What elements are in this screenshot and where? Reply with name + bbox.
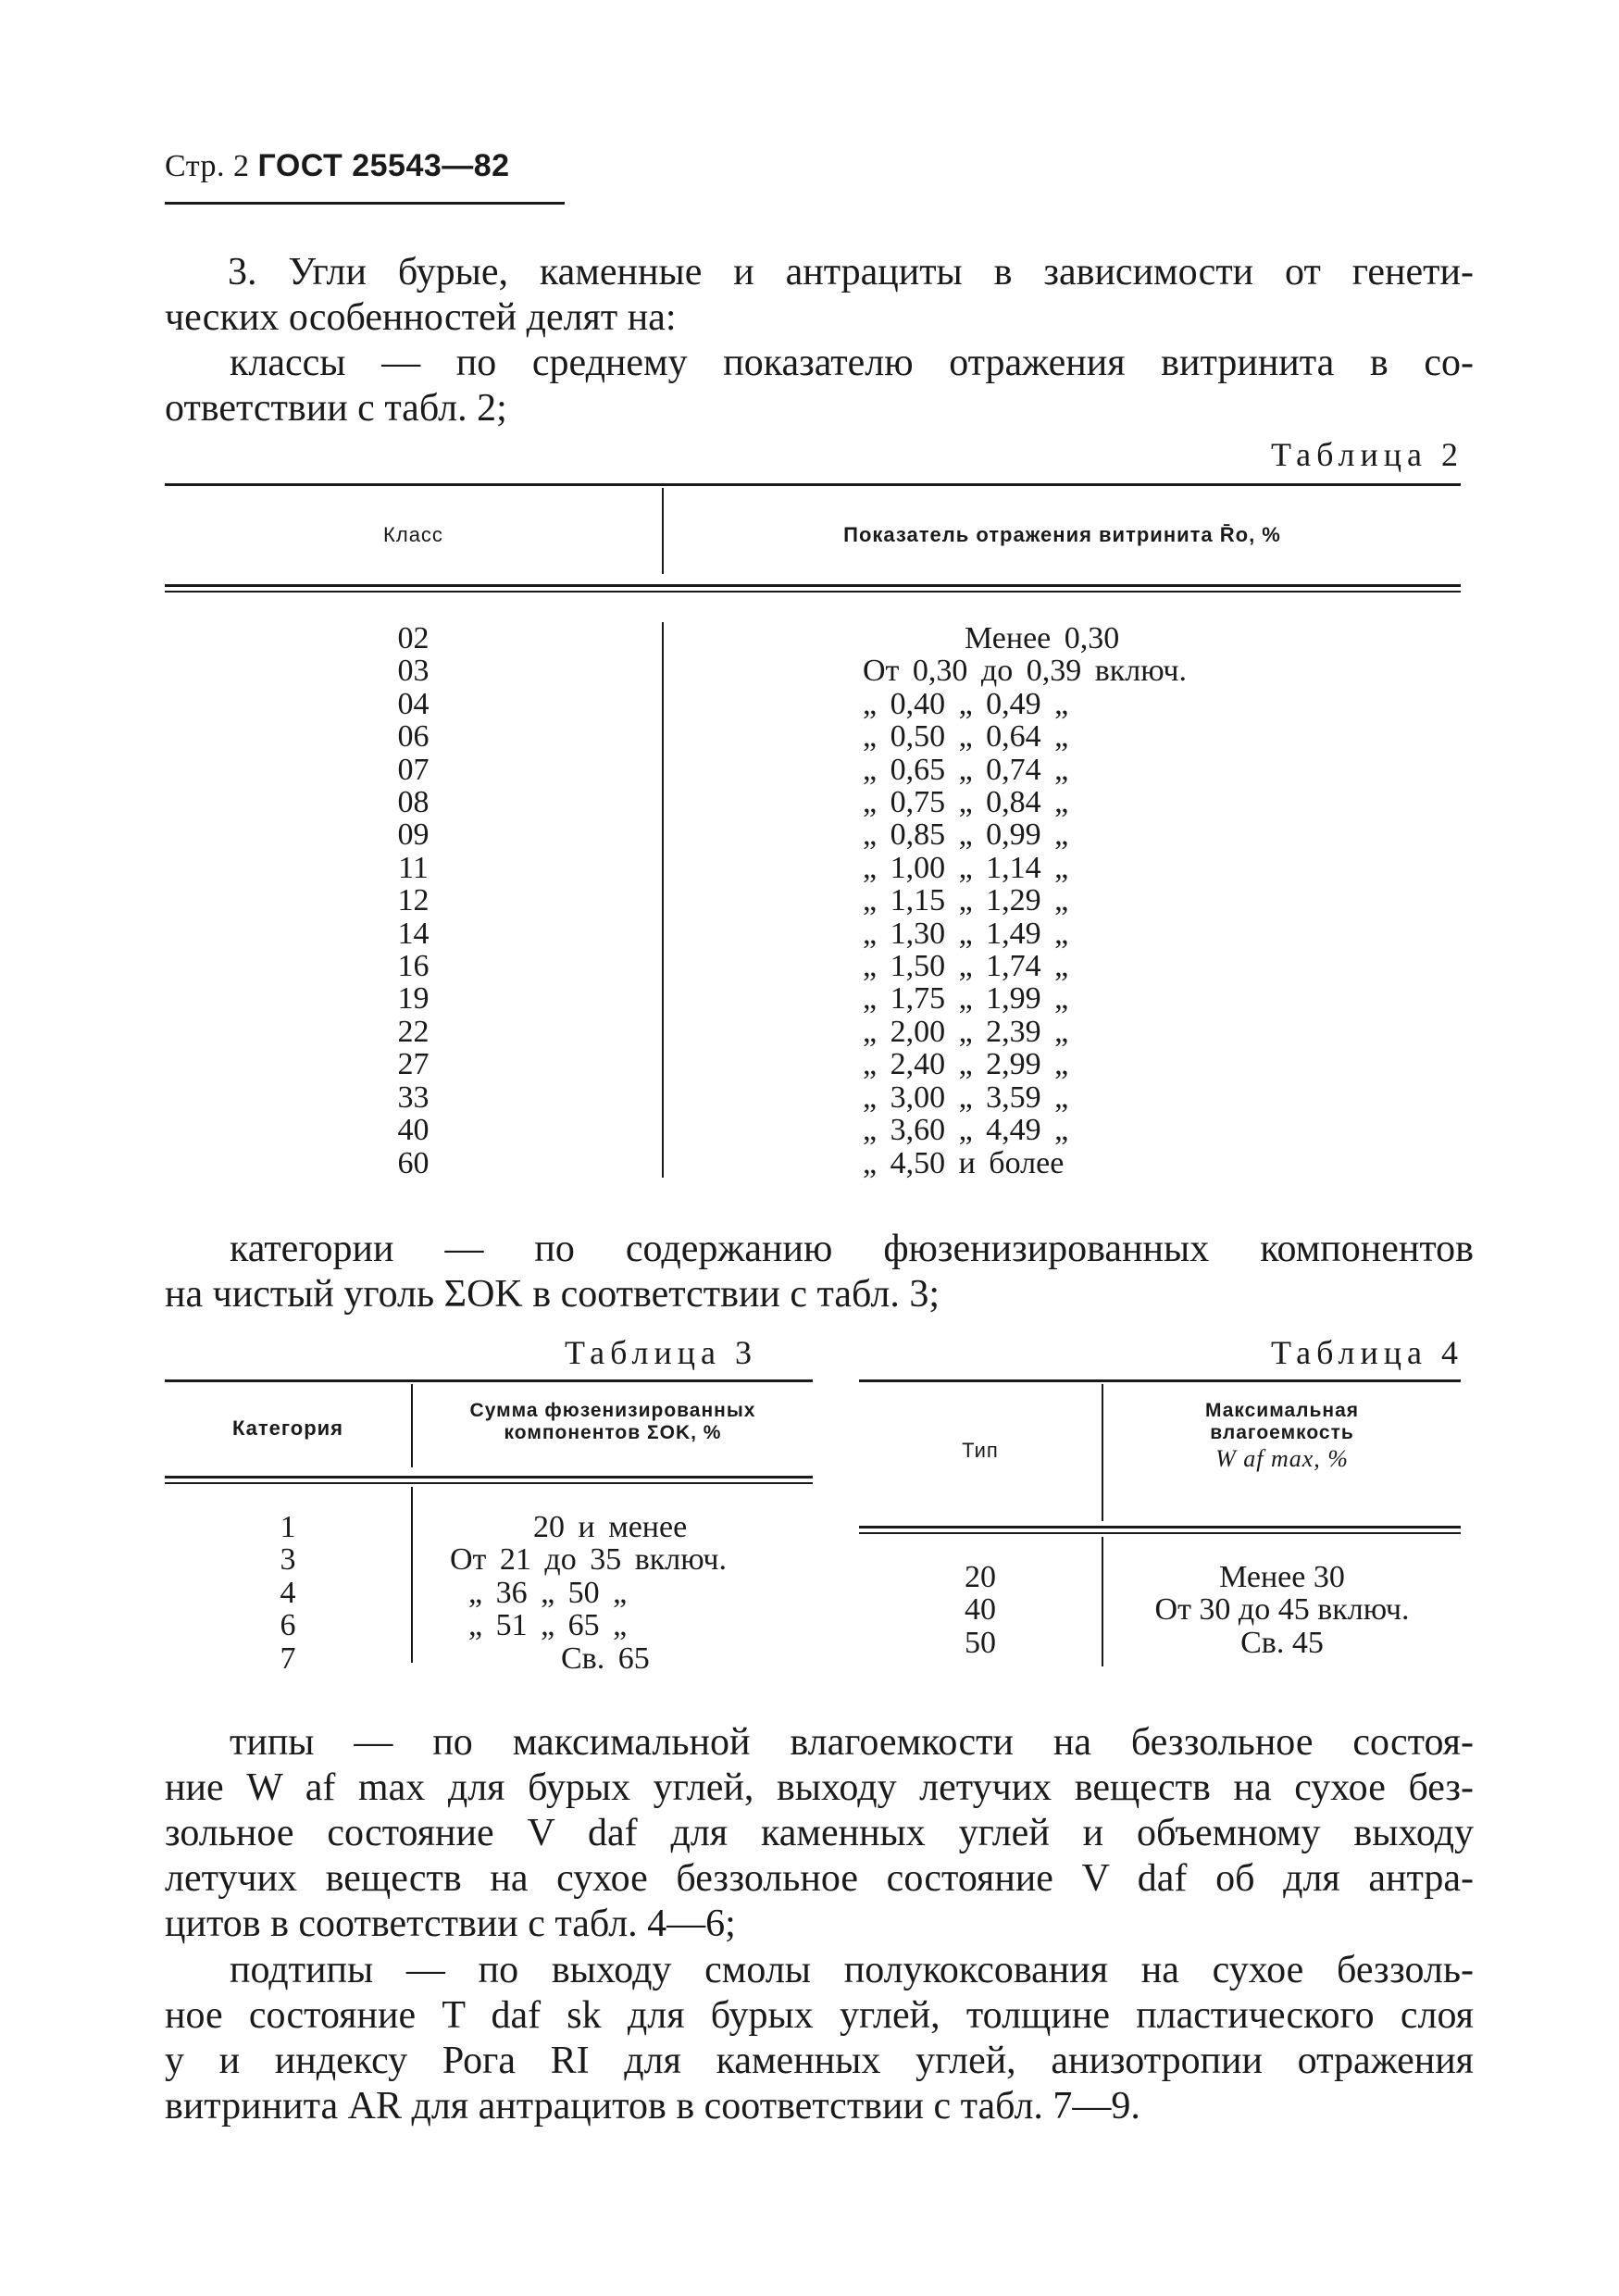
table2-class-cell: 11 bbox=[398, 850, 429, 885]
table4-value-cell: Менее 30 bbox=[1219, 1560, 1345, 1594]
table2-range-cell: „ 1,15 „ 1,29 „ bbox=[863, 883, 1069, 918]
types-line: типы — по максимальной влагоемкости на беззольное состоя- bbox=[230, 1721, 1474, 1764]
table3-category-column bbox=[165, 1511, 411, 1675]
subtypes-line: y и индексу Рога RI для каменных углей, анизотропии отражения bbox=[165, 2040, 1474, 2082]
header-rule bbox=[165, 202, 565, 205]
table2-col-class-header: Класс bbox=[383, 523, 443, 546]
table4-type-cell: 20 bbox=[965, 1560, 996, 1594]
table2-range-cell: „ 3,60 „ 4,49 „ bbox=[863, 1113, 1069, 1148]
table3-header-rule-a bbox=[165, 1476, 813, 1479]
table2-header-rule-b bbox=[165, 591, 1461, 593]
table2-class-cell: 09 bbox=[397, 817, 430, 853]
table4-header-rule-b bbox=[859, 1532, 1461, 1534]
table2-class-cell: 04 bbox=[397, 686, 430, 721]
table3-value-cell: 20 и менее bbox=[533, 1510, 688, 1544]
table4-type-column bbox=[859, 1561, 1102, 1659]
table2-range-column bbox=[863, 622, 1418, 1179]
table4-type-cell: 50 bbox=[965, 1625, 996, 1660]
subtypes-paragraph bbox=[165, 1948, 1474, 2129]
table3-top-rule bbox=[165, 1379, 813, 1382]
table2-col-range-header: Показатель отражения витринита R̄o, % bbox=[843, 523, 1281, 546]
table3-col-sum-header-line1: Сумма фюзенизированных bbox=[469, 1400, 756, 1421]
table4-col-capacity-header-line2: влагоемкость bbox=[1210, 1422, 1354, 1443]
categories-paragraph bbox=[165, 1227, 1474, 1317]
table2-range-cell: „ 1,30 „ 1,49 „ bbox=[863, 916, 1069, 951]
types-line: цитов в соответствии с табл. 4—6; bbox=[165, 1903, 736, 1945]
categories-line: категории — по содержанию фюзенизированных компонентов bbox=[230, 1228, 1474, 1270]
table3-caption: Таблица 3 bbox=[565, 1334, 757, 1371]
types-line: ние W af max для бурых углей, выходу летучих веществ на сухое без- bbox=[165, 1766, 1474, 1809]
table2-range-cell: „ 1,00 „ 1,14 „ bbox=[863, 850, 1069, 885]
table2-range-cell: „ 0,65 „ 0,74 „ bbox=[863, 752, 1069, 787]
table2-caption: Таблица 2 bbox=[1271, 436, 1463, 473]
table3-category-cell: 7 bbox=[280, 1641, 296, 1676]
table2-class-cell: 27 bbox=[397, 1047, 430, 1082]
types-line: зольное состояние V daf для каменных углей и объемному выходу bbox=[165, 1812, 1474, 1854]
intro-paragraph bbox=[165, 250, 1474, 431]
table2-class-cell: 60 bbox=[397, 1145, 430, 1180]
table2-range-cell: „ 0,75 „ 0,84 „ bbox=[863, 785, 1069, 820]
table3-category-cell: 6 bbox=[280, 1608, 296, 1643]
table2-body-divider bbox=[662, 622, 664, 1178]
table3-value-cell: Св. 65 bbox=[561, 1641, 650, 1676]
table3-category-cell: 3 bbox=[280, 1542, 296, 1578]
table2-class-cell: 40 bbox=[397, 1113, 430, 1148]
table2-range-cell: „ 0,50 „ 0,64 „ bbox=[863, 719, 1069, 755]
types-paragraph bbox=[165, 1720, 1474, 1947]
table3-value-cell: „ 36 „ 50 „ bbox=[468, 1575, 628, 1610]
table3-col-sum-header-line2: компонентов ΣOK, % bbox=[504, 1422, 722, 1443]
table2-class-cell: 33 bbox=[397, 1079, 430, 1115]
page-header bbox=[165, 148, 510, 184]
table2-top-rule bbox=[165, 483, 1461, 486]
table2-class-cell: 08 bbox=[397, 785, 430, 820]
table2-range-cell: „ 1,50 „ 1,74 „ bbox=[863, 949, 1069, 984]
table2-range-cell: „ 3,00 „ 3,59 „ bbox=[863, 1079, 1069, 1115]
table2-range-cell: „ 4,50 и более bbox=[863, 1145, 1065, 1180]
table3-value-cell: От 21 до 35 включ. bbox=[450, 1542, 727, 1578]
subtypes-line: витринита AR для антрацитов в соответствии с табл. 7—9. bbox=[165, 2085, 1140, 2128]
intro-line: 3. Угли бурые, каменные и антрациты в зависимости от генети- bbox=[228, 251, 1474, 293]
table2-class-cell: 19 bbox=[397, 981, 430, 1017]
table4-col-capacity-header-line3: W af max, % bbox=[1215, 1445, 1349, 1472]
table4-value-cell: Св. 45 bbox=[1240, 1625, 1324, 1660]
table4-top-rule bbox=[859, 1379, 1461, 1382]
table2-range-cell: „ 2,40 „ 2,99 „ bbox=[863, 1047, 1069, 1082]
intro-line: ответствии с табл. 2; bbox=[165, 387, 507, 430]
table4-value-cell: От 30 до 45 включ. bbox=[1154, 1592, 1410, 1628]
table4-col-capacity-header bbox=[1103, 1400, 1461, 1470]
table2-class-cell: 07 bbox=[397, 752, 430, 787]
table2-range-cell: „ 1,75 „ 1,99 „ bbox=[863, 981, 1069, 1017]
table2-class-cell: 12 bbox=[397, 883, 430, 918]
table4-col-capacity-header-line1: Максимальная bbox=[1204, 1400, 1360, 1421]
table4-type-cell: 40 bbox=[965, 1592, 996, 1628]
table3-value-column bbox=[450, 1511, 813, 1675]
table4-col-type-header: Тип bbox=[962, 1439, 999, 1462]
table4-header-rule-a bbox=[859, 1526, 1461, 1529]
table2-class-cell: 02 bbox=[397, 621, 430, 655]
table3-header-rule-b bbox=[165, 1482, 813, 1484]
types-line: летучих веществ на сухое беззольное состояние V daf об для антра- bbox=[165, 1857, 1474, 1900]
table2-class-column bbox=[165, 622, 662, 1179]
standard-number: ГОСТ 25543—82 bbox=[257, 148, 510, 183]
table2-range-cell: Менее 0,30 bbox=[965, 621, 1120, 655]
table2-class-cell: 03 bbox=[397, 654, 430, 689]
table3-body-divider bbox=[411, 1487, 413, 1663]
table3-value-cell: „ 51 „ 65 „ bbox=[468, 1608, 628, 1643]
subtypes-line: ное состояние T daf sk для бурых углей, толщине пластического слоя bbox=[165, 1994, 1474, 2037]
table3-category-cell: 4 bbox=[280, 1575, 296, 1610]
intro-line: ческих особенностей делят на: bbox=[165, 296, 677, 339]
table2-class-cell: 16 bbox=[397, 949, 430, 984]
table2-range-cell: „ 0,85 „ 0,99 „ bbox=[863, 817, 1069, 853]
table3-category-cell: 1 bbox=[280, 1510, 296, 1544]
table2-header-rule-a bbox=[165, 584, 1461, 587]
table3-col-sum-header bbox=[413, 1400, 813, 1444]
categories-line: на чистый уголь ΣOK в соответствии с табл. 3; bbox=[165, 1273, 940, 1316]
table2-range-cell: От 0,30 до 0,39 включ. bbox=[863, 654, 1187, 689]
table2-class-cell: 14 bbox=[397, 916, 430, 951]
table2-class-cell: 06 bbox=[397, 719, 430, 755]
intro-line: классы — по среднему показателю отражения витринита в со- bbox=[230, 342, 1474, 384]
table4-value-column bbox=[1103, 1561, 1461, 1659]
table2-range-cell: „ 2,00 „ 2,39 „ bbox=[863, 1014, 1069, 1049]
table3-col-category-header: Категория bbox=[231, 1416, 344, 1440]
table2-class-cell: 22 bbox=[397, 1014, 430, 1049]
page-label: Стр. 2 bbox=[165, 149, 250, 183]
subtypes-line: подтипы — по выходу смолы полукоксования на сухое беззоль- bbox=[230, 1949, 1474, 1991]
table4-caption: Таблица 4 bbox=[1271, 1334, 1463, 1371]
table2-range-cell: „ 0,40 „ 0,49 „ bbox=[863, 686, 1069, 721]
